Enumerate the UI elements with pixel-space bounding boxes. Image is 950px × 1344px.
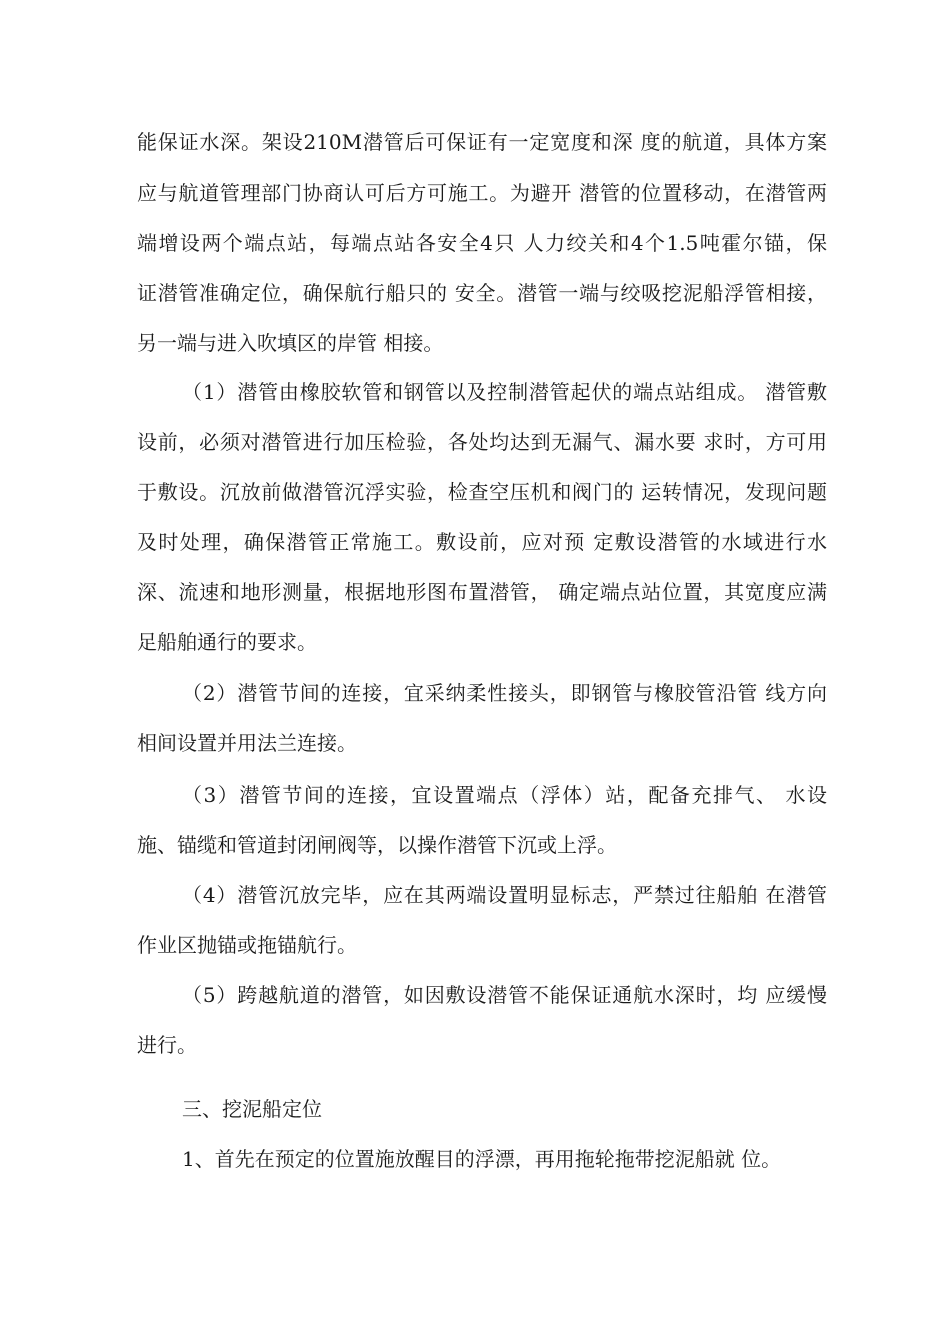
text-line: 深、流速和地形测量，根据地形图布置潜管， 确定端点站位置，其宽度应满	[137, 580, 827, 604]
text-line: 于敷设。沉放前做潜管沉浮实验，检查空压机和阀门的 运转情况，发现问题	[137, 480, 827, 504]
text-line: （3）潜管节间的连接，宜设置端点（浮体）站，配备充排气、 水设	[182, 783, 827, 807]
text-line: 应与航道管理部门协商认可后方可施工。为避开 潜管的位置移动，在潜管两	[137, 181, 827, 205]
text-line: 足船舶通行的要求。	[137, 630, 317, 654]
text-line: 1、首先在预定的位置施放醒目的浮漂，再用拖轮拖带挖泥船就 位。	[182, 1147, 782, 1171]
text-line: 端增设两个端点站，每端点站各安全4只 人力绞关和4个1.5吨霍尔锚，保	[137, 231, 827, 255]
text-line: （1）潜管由橡胶软管和钢管以及控制潜管起伏的端点站组成。 潜管敷	[182, 380, 827, 404]
text-line: 施、锚缆和管道封闭闸阀等，以操作潜管下沉或上浮。	[137, 833, 617, 857]
text-line: 进行。	[137, 1033, 197, 1057]
section-heading: 三、挖泥船定位	[182, 1097, 322, 1121]
text-line: 另一端与进入吹填区的岸管 相接。	[137, 331, 444, 355]
text-line: （2）潜管节间的连接，宜采纳柔性接头，即钢管与橡胶管沿管 线方向	[182, 681, 827, 705]
text-line: 作业区抛锚或拖锚航行。	[137, 933, 357, 957]
text-line: 证潜管准确定位，确保航行船只的 安全。潜管一端与绞吸挖泥船浮管相接，	[137, 281, 827, 305]
text-line: （4）潜管沉放完毕，应在其两端设置明显标志，严禁过往船舶 在潜管	[182, 883, 827, 907]
text-line: 相间设置并用法兰连接。	[137, 731, 357, 755]
text-line: 设前，必须对潜管进行加压检验，各处均达到无漏气、漏水要 求时，方可用	[137, 430, 827, 454]
text-line: （5）跨越航道的潜管，如因敷设潜管不能保证通航水深时，均 应缓慢	[182, 983, 827, 1007]
text-line: 能保证水深。架设210M潜管后可保证有一定宽度和深 度的航道，具体方案	[137, 130, 827, 154]
text-line: 及时处理，确保潜管正常施工。敷设前，应对预 定敷设潜管的水域进行水	[137, 530, 827, 554]
